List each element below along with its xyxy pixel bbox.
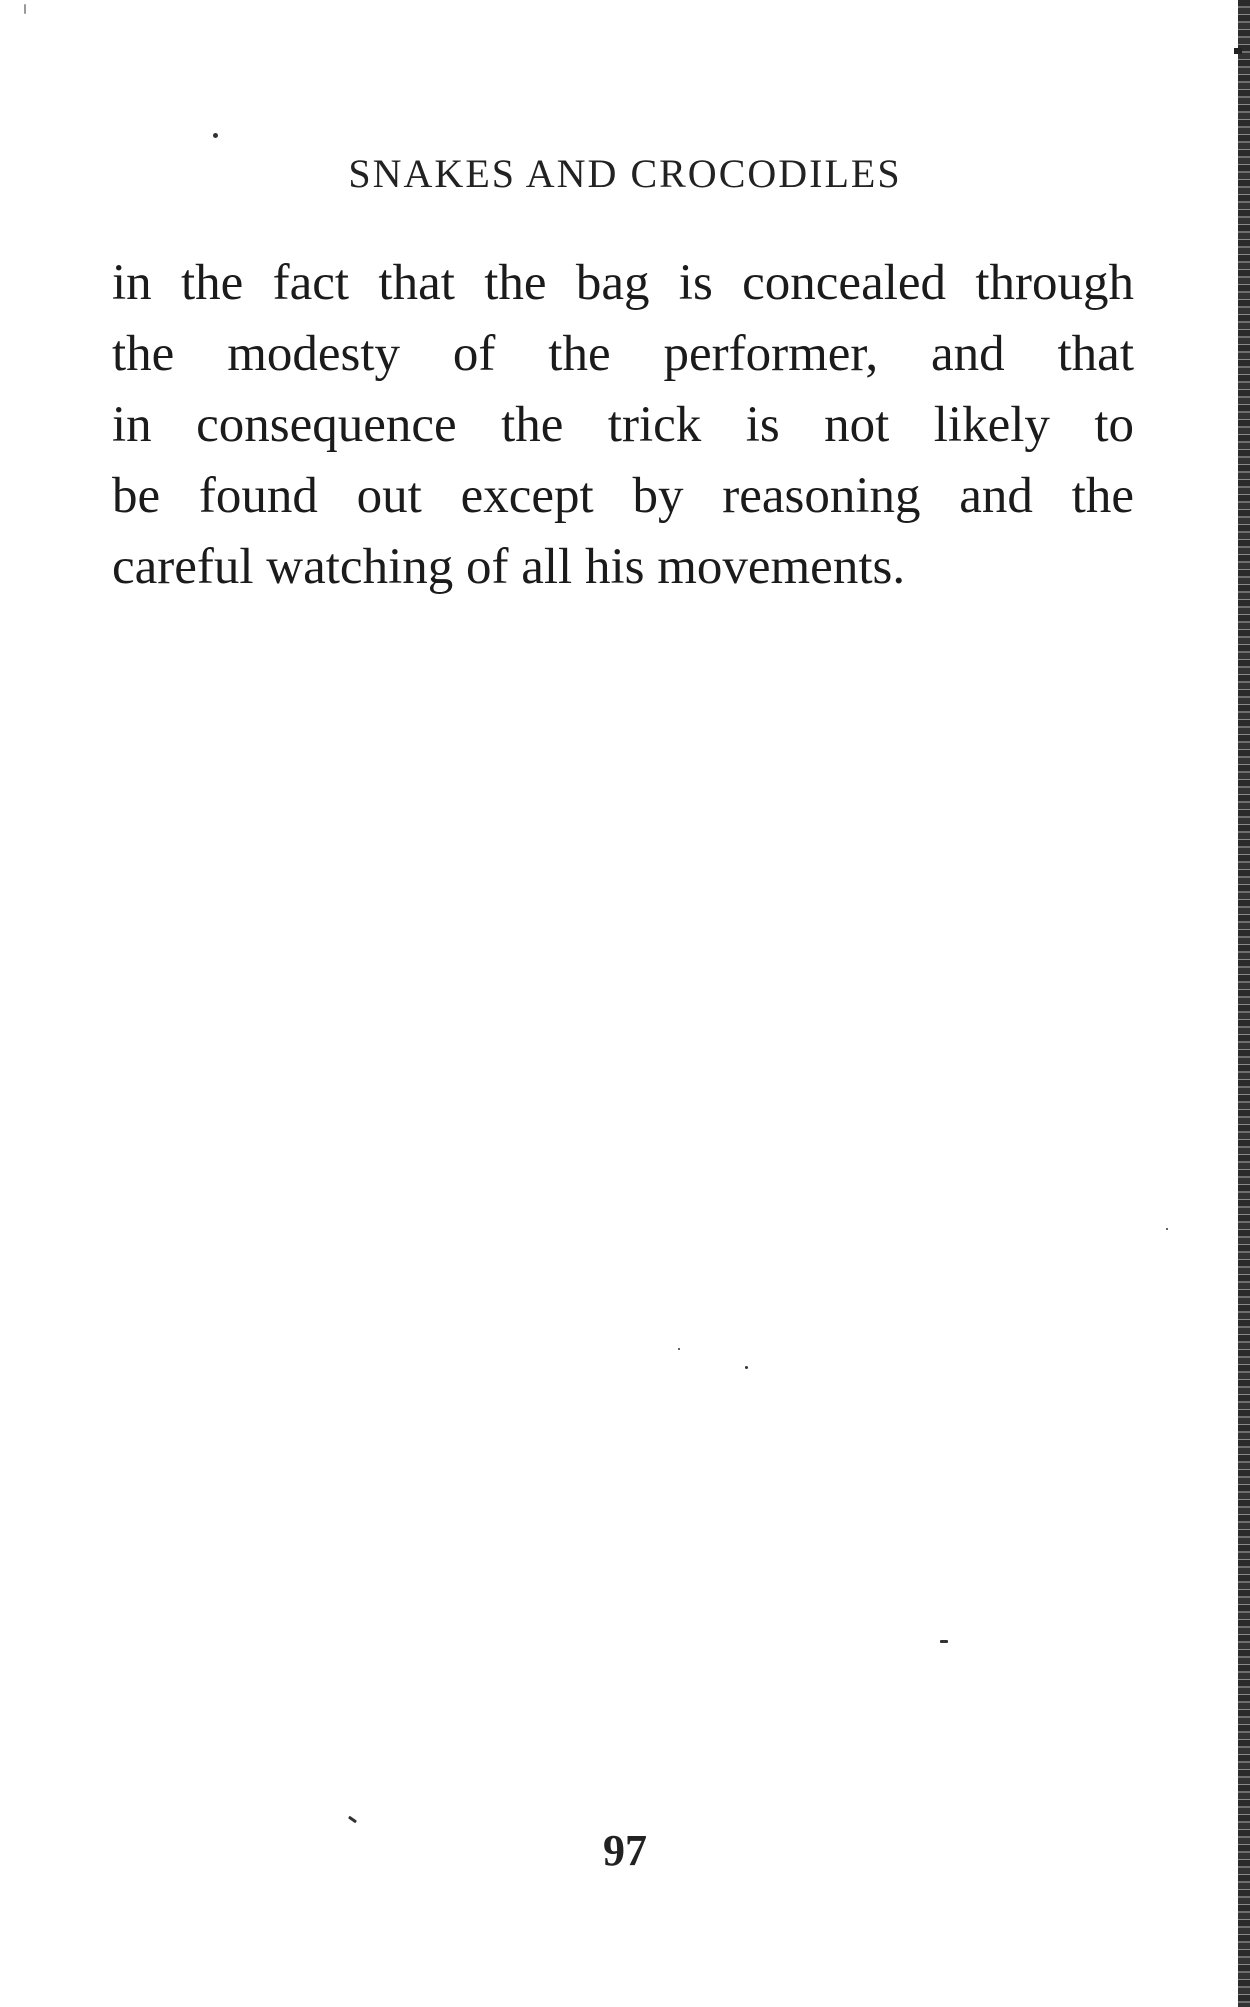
scan-speck	[348, 1816, 357, 1824]
binding-mark	[1234, 48, 1242, 54]
body-paragraph	[112, 248, 1134, 603]
text-line-2: the modesty of the performer, and that	[112, 326, 1134, 382]
text-line-4: be found out except by reasoning and the	[112, 468, 1134, 524]
text-line-3: in consequence the trick is not likely to	[112, 397, 1134, 453]
scan-speck	[1166, 1228, 1168, 1230]
scan-speck	[678, 1348, 680, 1350]
page-number: 97	[603, 1826, 647, 1875]
running-head: SNAKES AND CROCODILES	[348, 151, 902, 196]
text-line-1: in the fact that the bag is concealed through	[112, 255, 1134, 311]
scan-speck	[940, 1640, 948, 1643]
scan-speck	[213, 133, 218, 138]
text-line-5: careful watching of all his movements.	[112, 539, 906, 595]
scan-speck	[24, 4, 26, 14]
binding-edge	[1238, 0, 1250, 2007]
scan-speck	[745, 1366, 748, 1369]
